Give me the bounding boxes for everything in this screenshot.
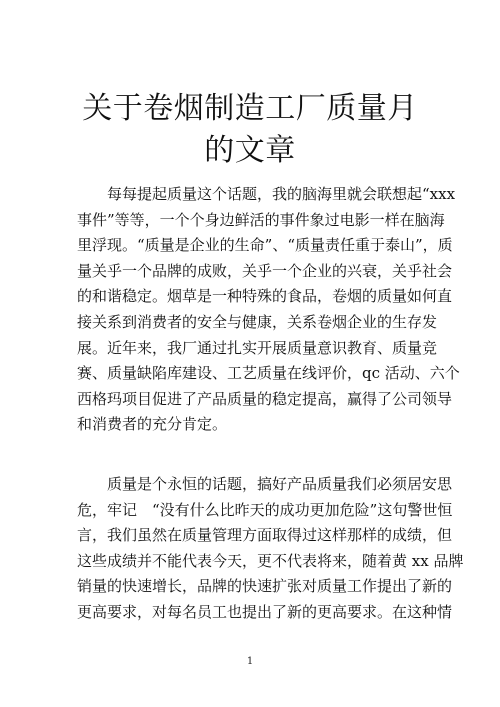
paragraph-line: 接关系到消费者的安全与健康，关系卷烟企业的生存发 <box>77 312 438 331</box>
paragraph-1 <box>77 182 460 438</box>
paragraph-2 <box>77 472 464 626</box>
paragraph-line: 的和谐稳定。烟草是一种特殊的食品，卷烟的质量如何直 <box>77 287 453 306</box>
paragraph-line: 赛、质量缺陷库建设、工艺质量在线评价，qc 活动、六个 <box>77 364 460 383</box>
paragraph-line: 和消费者的充分肯定。 <box>77 415 228 434</box>
page-number: 1 <box>246 656 254 667</box>
title-line-2: 的文章 <box>204 133 296 168</box>
paragraph-line: 事件”等等，一个个身边鲜活的事件象过电影一样在脑海 <box>77 210 445 229</box>
paragraph-line: 更高要求，对每名员工也提出了新的更高要求。在这种情 <box>77 602 453 621</box>
paragraph-line: 展。近年来，我厂通过扎实开展质量意识教育、质量竞 <box>77 338 438 357</box>
document-title <box>60 88 440 172</box>
title-line-1: 关于卷烟制造工厂质量月 <box>82 91 418 126</box>
paragraph-line: 危，牢记 “没有什么比昨天的成功更加危险”这句警世恒 <box>77 500 453 519</box>
paragraph-line: 这些成绩并不能代表今天，更不代表将来，随着黄 xx 品牌 <box>77 551 464 570</box>
paragraph-line: 里浮现。“质量是企业的生命”、“质量责任重于泰山”，质 <box>77 236 453 255</box>
paragraph-line: 量关乎一个品牌的成败，关乎一个企业的兴衰，关乎社会 <box>77 261 453 280</box>
paragraph-line: 每每提起质量这个话题，我的脑海里就会联想起“xxx <box>77 185 456 203</box>
paragraph-line: 言，我们虽然在质量管理方面取得过这样那样的成绩，但 <box>77 526 453 545</box>
paragraph-line: 西格玛项目促进了产品质量的稳定提高，赢得了公司领导 <box>77 389 453 408</box>
paragraph-line: 销量的快速增长，品牌的快速扩张对质量工作提出了新的 <box>77 577 453 596</box>
paragraph-line: 质量是个永恒的话题，搞好产品质量我们必须居安思 <box>77 475 453 493</box>
